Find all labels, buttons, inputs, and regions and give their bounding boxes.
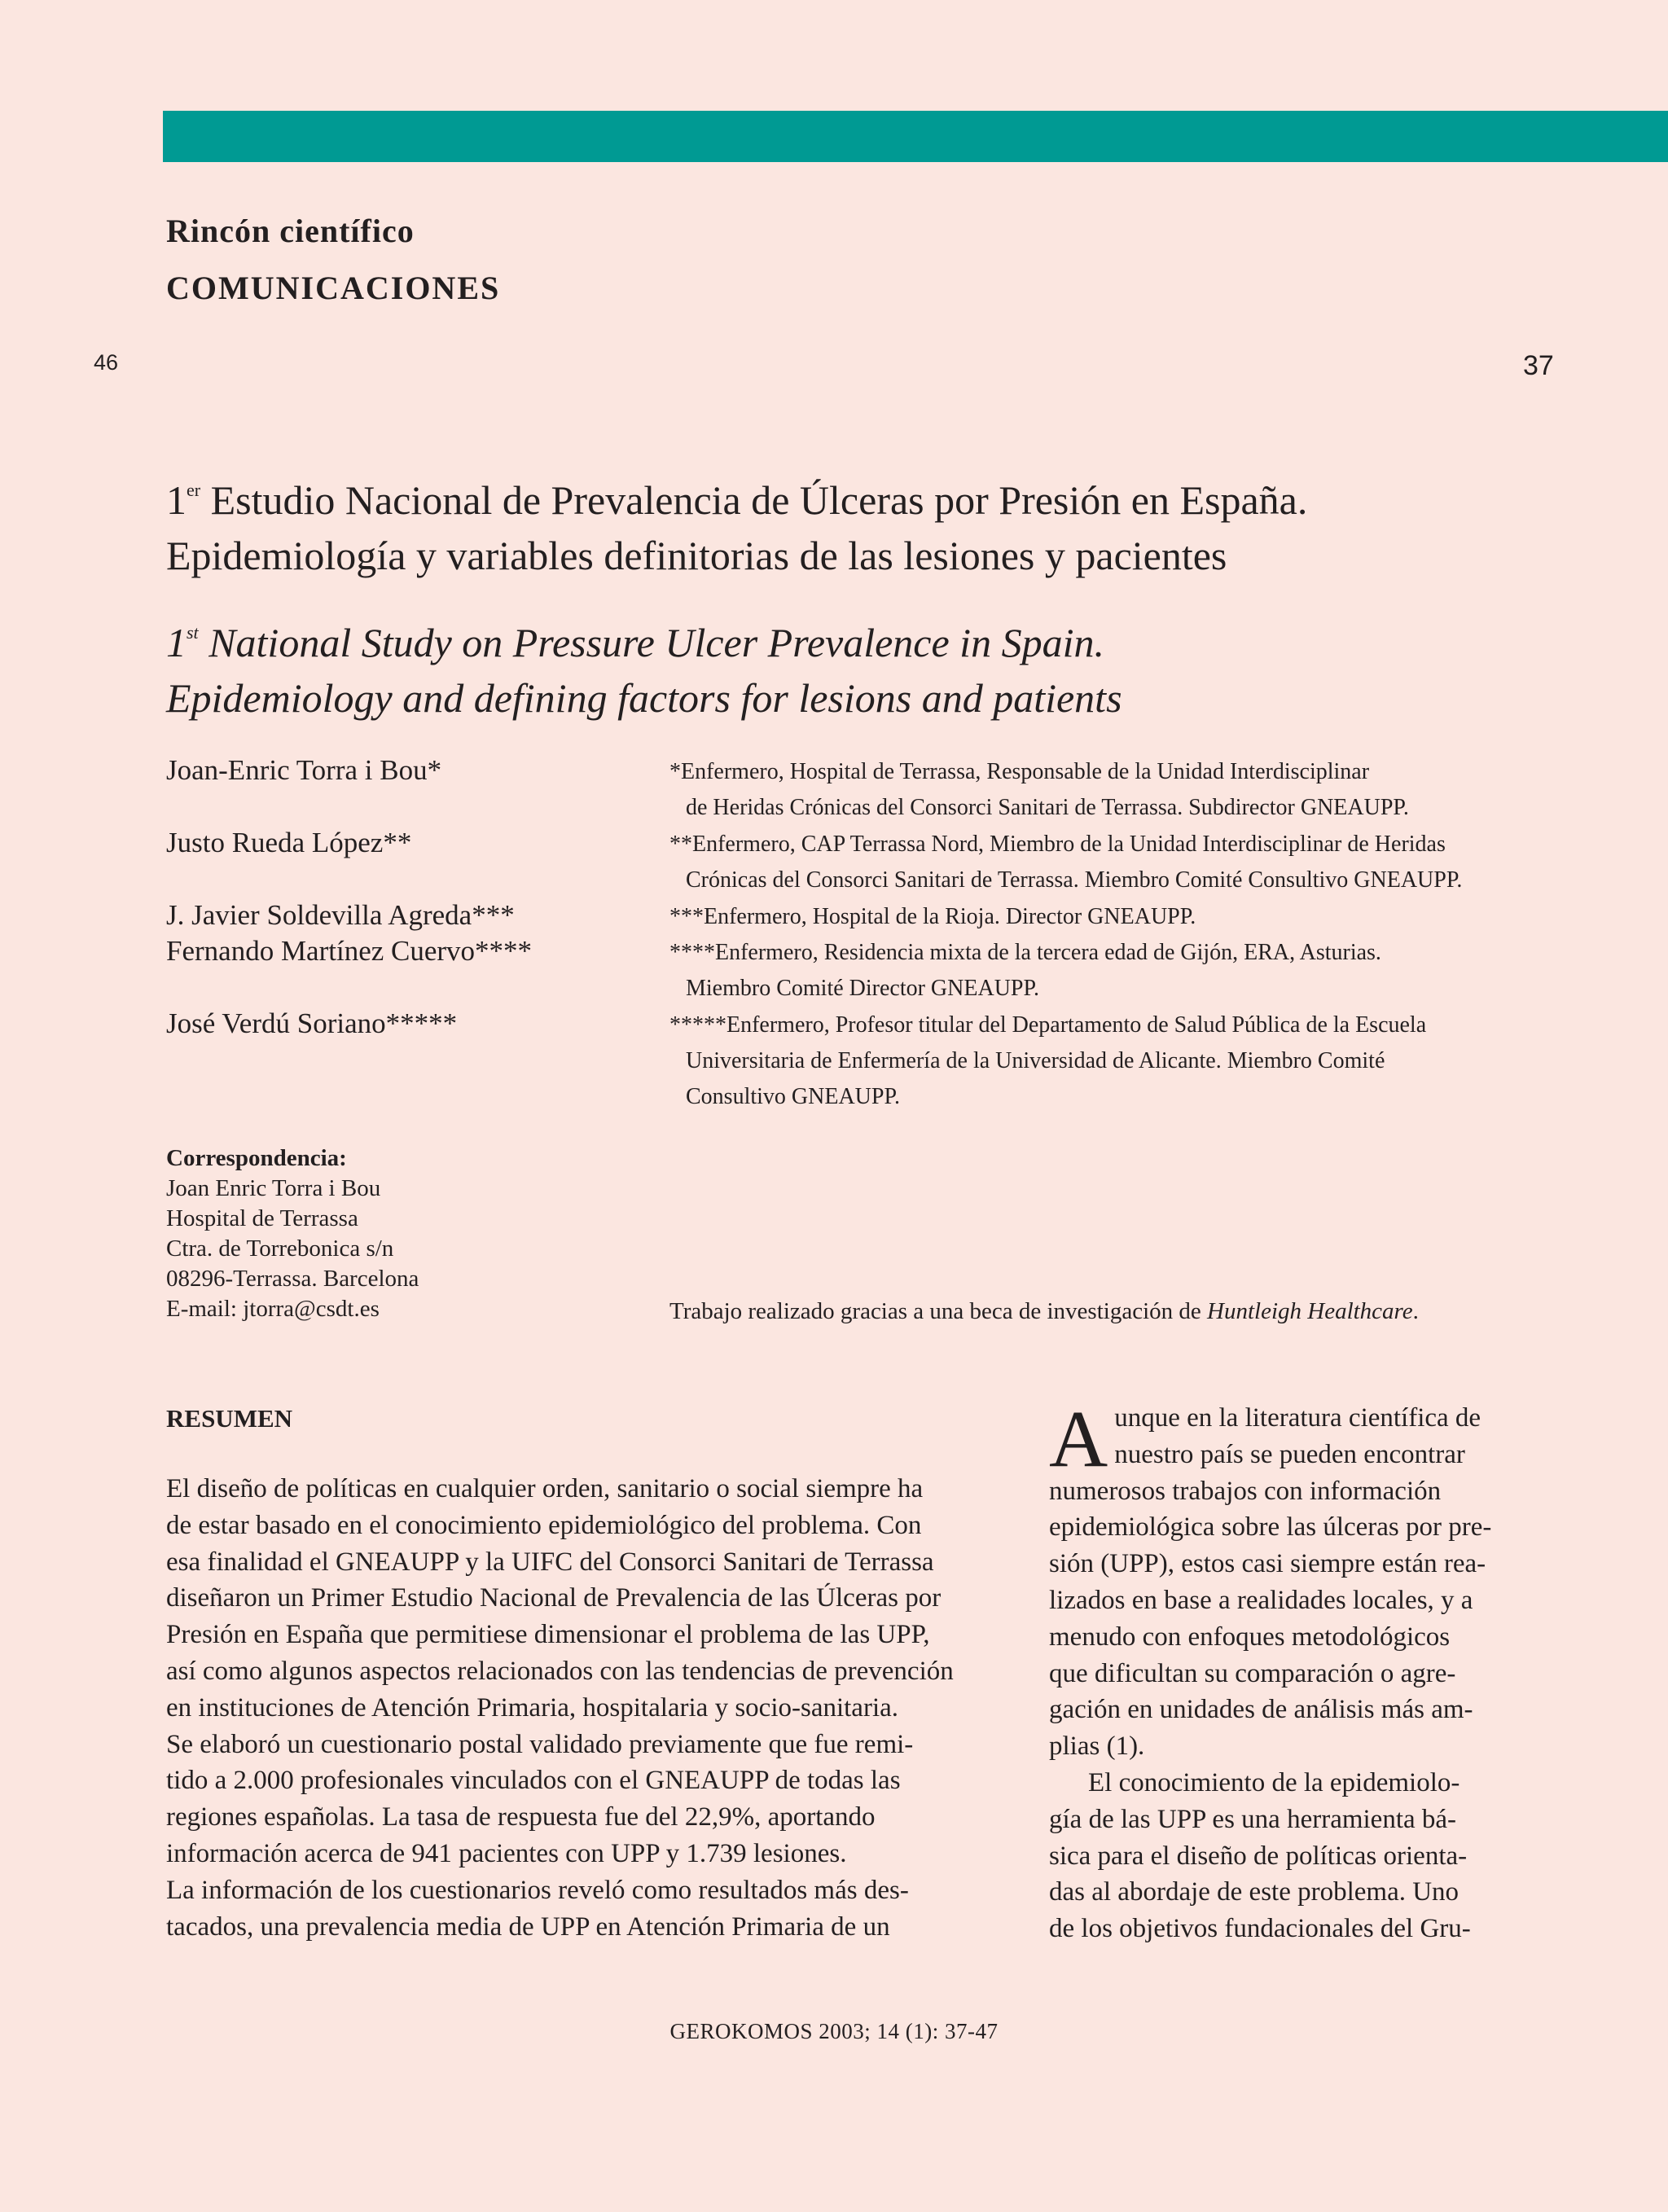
- abstract-line: Presión en España que permitiese dimensionar el problema de las UPP,: [166, 1620, 930, 1650]
- correspondence-line: Hospital de Terrassa: [166, 1205, 358, 1231]
- page-number-right: 37: [1523, 350, 1554, 381]
- sponsor-name: Huntleigh Healthcare: [1207, 1298, 1413, 1324]
- abstract-line: El diseño de políticas en cualquier orden, sanitario o social siempre ha: [166, 1474, 924, 1503]
- affiliation: ****Enfermero, Residencia mixta de la tercera edad de Gijón, ERA, Asturias. Miembro Comité Director GNEAUPP.: [669, 940, 1381, 1001]
- abstract-line: Se elaboró un cuestionario postal validado previamente que fue remi-: [166, 1729, 914, 1759]
- abstract-line: en instituciones de Atención Primaria, hospitalaria y socio-sanitaria.: [166, 1692, 899, 1723]
- affiliation: ***Enfermero, Hospital de la Rioja. Director GNEAUPP.: [669, 904, 1196, 929]
- introduction-line: El conocimiento de la epidemiolo-: [1088, 1767, 1460, 1797]
- introduction-line: epidemiológica sobre las úlceras por pre-: [1049, 1512, 1492, 1543]
- correspondence-heading: Correspondencia:: [166, 1145, 347, 1171]
- correspondence-line: Joan Enric Torra i Bou: [166, 1175, 381, 1201]
- page-number-left: 46: [94, 350, 119, 375]
- introduction-line: de los objetivos fundacionales del Gru-: [1049, 1914, 1471, 1944]
- introduction-line: numerosos trabajos con información: [1049, 1476, 1442, 1506]
- author-name: José Verdú Soriano*****: [166, 1007, 458, 1039]
- title-es-line2: Epidemiología y variables definitorias de las lesiones y pacientes: [166, 533, 1227, 578]
- introduction-line: gía de las UPP es una herramienta bá-: [1049, 1804, 1457, 1834]
- abstract-line: regiones españolas. La tasa de respuesta fue del 22,9%, aportando: [166, 1802, 876, 1832]
- introduction-line: das al abordaje de este problema. Uno: [1049, 1877, 1460, 1907]
- introduction-line: sión (UPP), estos casi siempre están rea-: [1049, 1549, 1486, 1579]
- introduction-line: menudo con enfoques metodológicos: [1049, 1622, 1451, 1652]
- ordinal-suffix: er: [187, 480, 201, 500]
- abstract-line: esa finalidad el GNEAUPP y la UIFC del Consorci Sanitari de Terrassa: [166, 1547, 934, 1577]
- abstract-body: [166, 1471, 981, 1945]
- abstract-line: tido a 2.000 profesionales vinculados con el GNEAUPP de todas las: [166, 1766, 901, 1796]
- title-en-line1: National Study on Pressure Ulcer Prevalence in Spain.: [198, 620, 1104, 665]
- affiliation: *Enfermero, Hospital de Terrassa, Responsable de la Unidad Interdisciplinar de Heridas Crónicas del Consorci Sanitari de Terrassa. Subdirector GNEAUPP.: [669, 759, 1409, 820]
- section-label: Rincón científico: [166, 213, 415, 249]
- introduction-column: [1049, 1393, 1505, 1947]
- affiliation: **Enfermero, CAP Terrassa Nord, Miembro de la Unidad Interdisciplinar de Heridas Crónicas del Consorci Sanitari de Terrassa. Miembro Comité Consultivo GNEAUPP.: [669, 832, 1463, 893]
- introduction-line: que dificultan su comparación o agre-: [1049, 1658, 1456, 1688]
- title-spanish: 1er Estudio Nacional de Prevalencia de Úlceras por Presión en España. Epidemiología y variables definitorias de las lesiones y pacientes: [166, 472, 1583, 583]
- header-color-bar: [163, 111, 1668, 162]
- correspondence-block: [166, 1143, 419, 1324]
- author-name: Justo Rueda López**: [166, 827, 412, 858]
- author-name: J. Javier Soldevilla Agreda***: [166, 899, 515, 931]
- introduction-line: unque en la literatura científica de: [1114, 1403, 1481, 1433]
- introduction-line: sica para el diseño de políticas orienta-: [1049, 1841, 1468, 1871]
- abstract-line: La información de los cuestionarios reveló como resultados más des-: [166, 1875, 909, 1905]
- abstract-line: así como algunos aspectos relacionados con las tendencias de prevención: [166, 1656, 954, 1686]
- funding-note: Trabajo realizado gracias a una beca de investigación de Huntleigh Healthcare.: [669, 1298, 1419, 1324]
- correspondence-line: 08296-Terrassa. Barcelona: [166, 1266, 419, 1292]
- section-subtitle: COMUNICACIONES: [166, 270, 501, 306]
- title-es-line1: Estudio Nacional de Prevalencia de Úlceras por Presión en España.: [200, 477, 1308, 523]
- title-english: 1st National Study on Pressure Ulcer Prevalence in Spain. Epidemiology and defining factors for lesions and patients: [166, 615, 1583, 726]
- affiliation: *****Enfermero, Profesor titular del Departamento de Salud Pública de la Escuela Universitaria de Enfermería de la Universidad de Alicante. Miembro Comité Consultivo GNEAUPP.: [669, 1012, 1427, 1109]
- abstract-line: tacados, una prevalencia media de UPP en Atención Primaria de un: [166, 1911, 890, 1942]
- abstract-line: información acerca de 941 pacientes con UPP y 1.739 lesiones.: [166, 1838, 847, 1868]
- journal-footer: GEROKOMOS 2003; 14 (1): 37-47: [669, 2019, 999, 2043]
- introduction-line: lizados en base a realidades locales, y a: [1049, 1585, 1473, 1615]
- abstract-heading: RESUMEN: [166, 1404, 293, 1433]
- correspondence-line: Ctra. de Torrebonica s/n: [166, 1235, 394, 1262]
- ordinal-suffix: st: [187, 622, 199, 643]
- introduction-line: gación en unidades de análisis más am-: [1049, 1695, 1473, 1725]
- introduction-line: nuestro país se pueden encontrar: [1114, 1439, 1465, 1469]
- correspondence-email[interactable]: E-mail: jtorra@csdt.es: [166, 1296, 380, 1322]
- abstract-line: diseñaron un Primer Estudio Nacional de Prevalencia de las Úlceras por: [166, 1583, 942, 1613]
- abstract-line: de estar basado en el conocimiento epidemiológico del problema. Con: [166, 1510, 922, 1540]
- drop-cap: A: [1049, 1393, 1108, 1484]
- author-name: Joan-Enric Torra i Bou*: [166, 754, 442, 786]
- introduction-line: plias (1).: [1049, 1731, 1145, 1762]
- author-name: Fernando Martínez Cuervo****: [166, 935, 533, 967]
- title-en-line2: Epidemiology and defining factors for lesions and patients: [166, 675, 1122, 721]
